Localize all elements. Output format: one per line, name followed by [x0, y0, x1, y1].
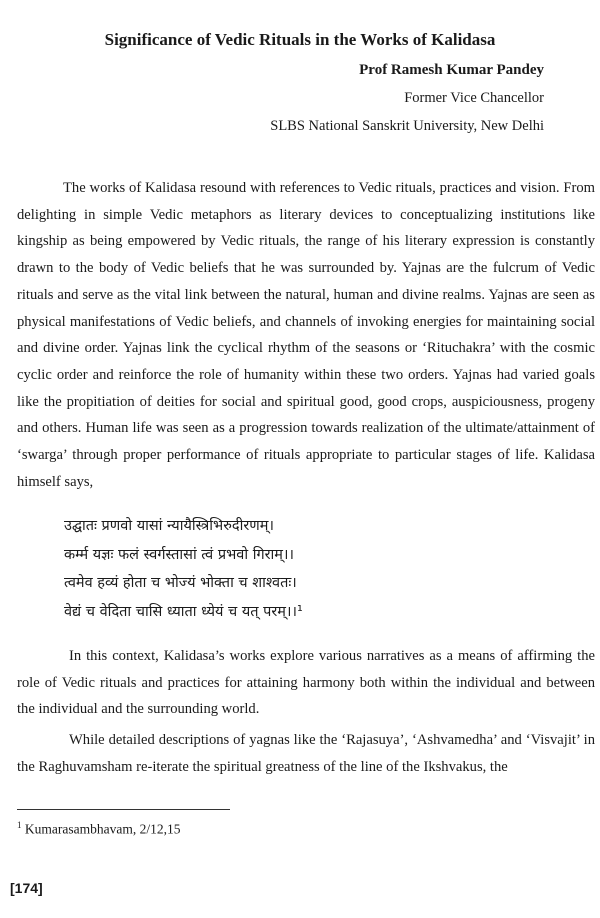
verse-line: वेद्यं च वेदिता चासि ध्याता ध्येयं च यत् परम्।।¹ — [64, 603, 303, 620]
footnote-marker: 1 — [17, 820, 22, 830]
page-number: [174] — [10, 880, 43, 896]
verse-line: त्वमेव हव्यं होता च भोज्यं भोक्ता च शाश्वतः। — [64, 575, 297, 591]
author-position: Former Vice Chancellor — [404, 90, 544, 106]
verse-line: उद्घातः प्रणवो यासां न्यायैस्त्रिभिरुदीरणम्। — [64, 518, 274, 534]
footnote-divider — [17, 809, 230, 810]
author-name: Prof Ramesh Kumar Pandey — [359, 62, 544, 78]
sanskrit-verse-block — [64, 512, 303, 626]
footnote — [17, 820, 180, 838]
paragraph-context: In this context, Kalidasa’s works explore various narratives as a means of affirming the role of Vedic rituals and practices for attaining harmony both within the individual and between the individual and the surrounding world. — [17, 648, 595, 718]
author-institution: SLBS National Sanskrit University, New Delhi — [270, 118, 544, 134]
paragraph-yagnas: While detailed descriptions of yagnas like the ‘Rajasuya’, ‘Ashvamedha’ and ‘Visvajit’ in the Raghuvamsham re-iterate the spiritual greatness of the line of the Ikshvakus, the — [17, 732, 595, 775]
article-title: Significance of Vedic Rituals in the Works of Kalidasa — [104, 30, 496, 49]
paragraph-intro: The works of Kalidasa resound with references to Vedic rituals, practices and vision. From delighting in simple Vedic metaphors as literary devices to conceptualizing institutions like kingship as being empowered by Vedic rituals, the range of his literary expression is constantly drawn to the body of Vedic beliefs that he was surrounded by. Yajnas are the fulcrum of Vedic rituals and serve as the vital link between the natural, human and divine realms. Yajnas are seen as physical manifestations of Vedic beliefs, and channels of invoking energies for maintaining social and divine order. Yajnas link the cyclical rhythm of the seasons or ‘Rituchakra’ with the cosmic cyclic order and reinforce the role of humanity within these two orders. Yajnas had varied goals like the propitiation of deities for social and spiritual good, good crops, auspiciousness, progeny and others. Human life was seen as a progression towards realization of the ultimate/attainment of ‘swarga’ through proper performance of rituals appropriate to particular stages of life. Kalidasa himself says, — [17, 180, 595, 490]
verse-line: कर्म्म यज्ञः फलं स्वर्गस्तासां त्वं प्रभवो गिराम्।। — [64, 546, 294, 563]
footnote-text: Kumarasambhavam, 2/12,15 — [21, 821, 181, 837]
